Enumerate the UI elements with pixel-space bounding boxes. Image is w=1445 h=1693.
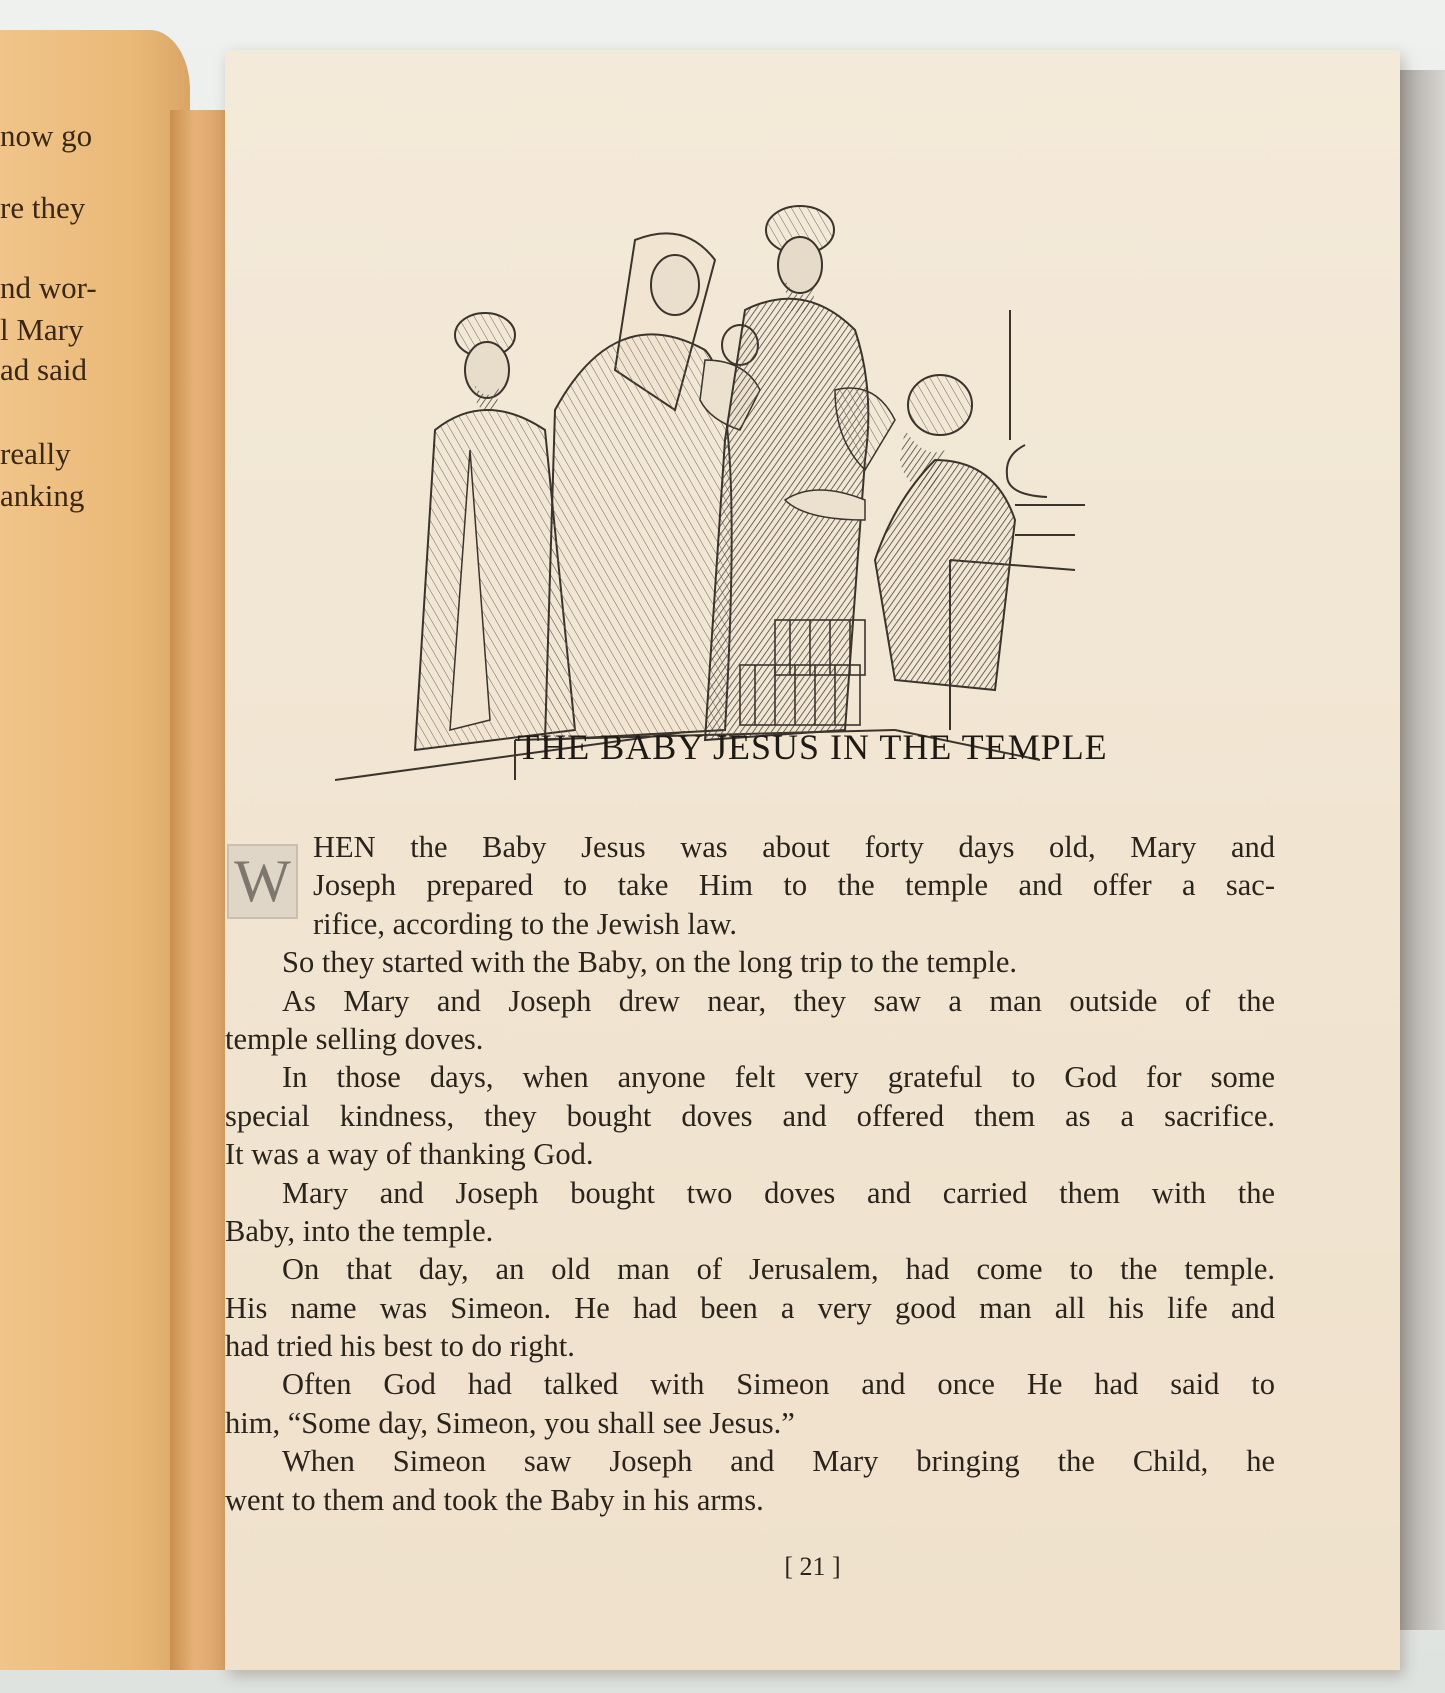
text-line: Joseph prepared to take Him to the temple and offer a sac-	[313, 868, 1275, 903]
left-page-line: anking	[0, 478, 85, 513]
text-line: On that day, an old man of Jerusalem, had come to the temple.	[282, 1252, 1275, 1287]
text-line: temple selling doves.	[225, 1021, 484, 1056]
left-page-line: ad said	[0, 352, 87, 387]
left-page-line: re they	[0, 190, 86, 225]
story-text	[225, 828, 1275, 1519]
text-row	[225, 866, 1275, 904]
figure-joseph	[705, 206, 895, 740]
text-line: Mary and Joseph bought two doves and carried them with the	[282, 1175, 1275, 1210]
text-line: Baby, into the temple.	[225, 1213, 494, 1248]
drop-cap: W	[227, 844, 298, 919]
text-line: It was a way of thanking God.	[225, 1137, 594, 1172]
text-line: When Simeon saw Joseph and Mary bringing the Child, he	[282, 1444, 1275, 1479]
paragraph-3	[225, 982, 1275, 1020]
temple-illustration	[335, 160, 1105, 800]
paragraph-5	[225, 1174, 1275, 1212]
text-row	[225, 1212, 1275, 1250]
text-line: special kindness, they bought doves and offered them as a sacrifice.	[225, 1098, 1275, 1133]
paragraph-2	[225, 943, 1275, 981]
text-line: went to them and took the Baby in his arms.	[225, 1482, 764, 1517]
text-line: In those days, when anyone felt very grateful to God for some	[282, 1060, 1275, 1095]
paragraph-8	[225, 1442, 1275, 1480]
story-title: THE BABY JESUS IN THE TEMPLE	[517, 727, 1108, 767]
left-page-line: now go	[0, 118, 93, 153]
text-line: rifice, according to the Jewish law.	[313, 906, 738, 941]
text-row	[225, 1289, 1275, 1327]
page-number: [ 21 ]	[784, 1552, 841, 1581]
text-row	[225, 1135, 1275, 1173]
text-line: As Mary and Joseph drew near, they saw a man outside of the	[282, 983, 1275, 1018]
text-row	[225, 1327, 1275, 1365]
paragraph-6	[225, 1250, 1275, 1288]
left-page-line: l Mary	[0, 312, 84, 347]
left-page	[0, 30, 190, 1670]
paragraph-7	[225, 1365, 1275, 1403]
text-row	[225, 1097, 1275, 1135]
text-row	[225, 1020, 1275, 1058]
right-page	[225, 50, 1400, 1670]
text-row	[225, 1481, 1275, 1519]
text-line: HEN the Baby Jesus was about forty days old, Mary and	[313, 830, 1275, 864]
paragraph-1	[225, 828, 1275, 866]
text-line: So they started with the Baby, on the long trip to the temple.	[282, 945, 1017, 980]
left-page-line: nd wor-	[0, 270, 97, 305]
text-line: His name was Simeon. He had been a very good man all his life and	[225, 1290, 1275, 1325]
left-page-line: really	[0, 436, 71, 471]
text-row	[225, 905, 1275, 943]
text-line: Often God had talked with Simeon and once He had said to	[282, 1367, 1275, 1402]
text-line: him, “Some day, Simeon, you shall see Jesus.”	[225, 1405, 795, 1440]
paragraph-4	[225, 1058, 1275, 1096]
text-row	[225, 1404, 1275, 1442]
text-line: had tried his best to do right.	[225, 1329, 575, 1364]
